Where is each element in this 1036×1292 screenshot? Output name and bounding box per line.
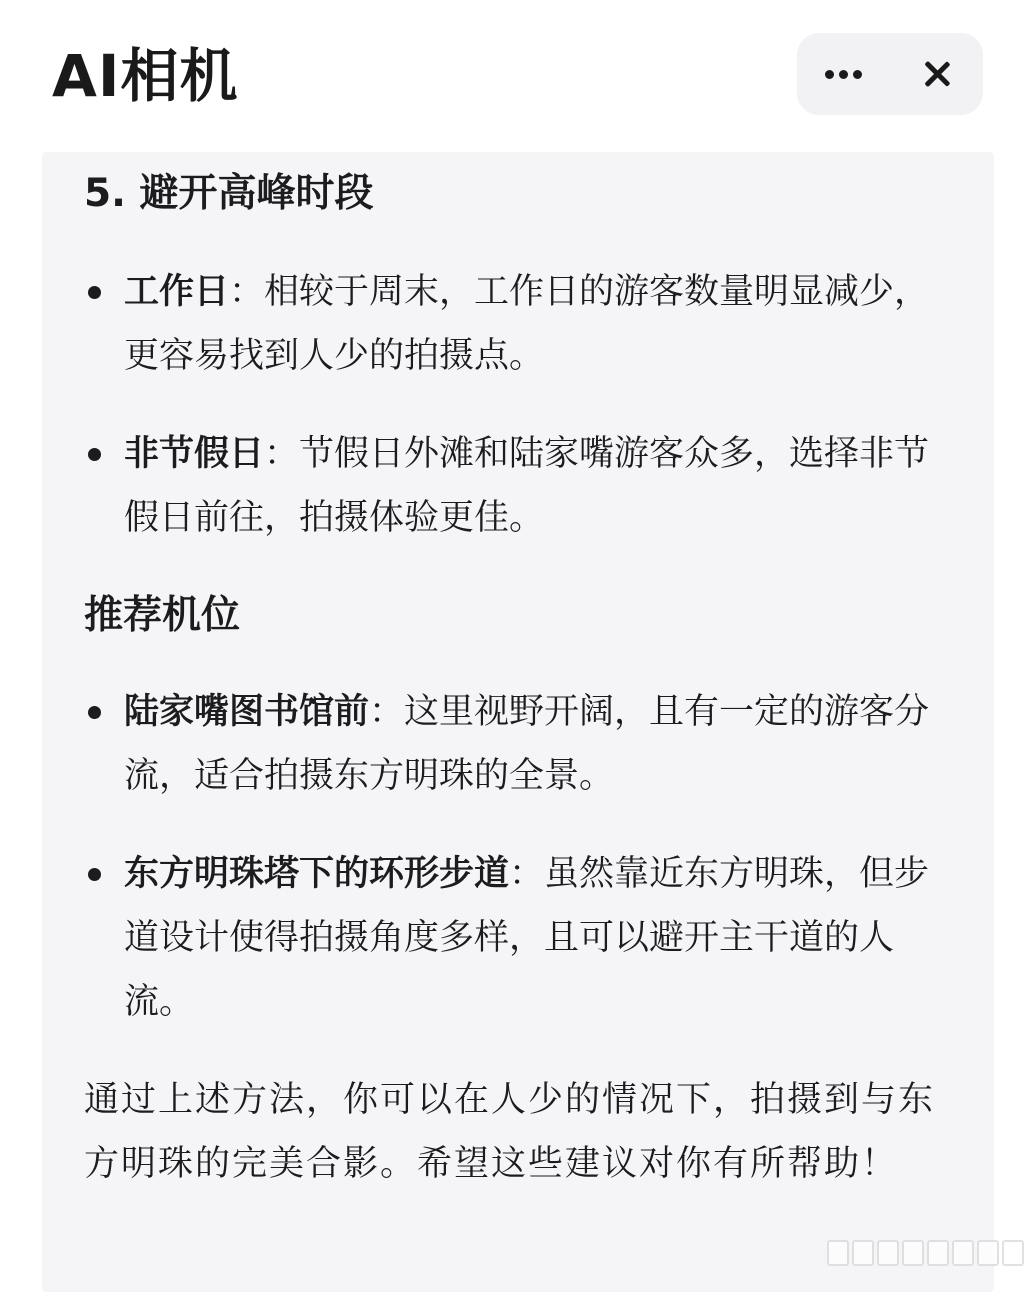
- list-item-body: 节假日外滩和陆家嘴游客众多，选择非节假日前往，拍摄体验更佳。: [124, 434, 930, 538]
- list-item-label: 陆家嘴图书馆前: [124, 692, 370, 732]
- section-heading-recommended-spots: 推荐机位: [84, 593, 241, 638]
- list-item-body: 虽然靠近东方明珠，但步道设计使得拍摄角度多样，且可以避开主干道的人流。: [124, 854, 930, 1022]
- section-heading-peak-hours: 5. 避开高峰时段: [84, 171, 374, 216]
- bullet-dot: [88, 868, 101, 881]
- bullet-dot: [88, 448, 101, 461]
- more-button[interactable]: [797, 33, 890, 115]
- app-header: [0, 0, 1036, 150]
- list-item-text: [124, 680, 954, 808]
- list-item: [84, 680, 954, 808]
- label-separator: ：: [509, 854, 545, 894]
- more-dots-icon: [825, 70, 862, 79]
- list-item-body: 这里视野开阔，且有一定的游客分流，适合拍摄东方明珠的全景。: [124, 692, 930, 796]
- list-item-text: [124, 260, 954, 388]
- list-item: [84, 422, 954, 550]
- close-button[interactable]: [890, 33, 983, 115]
- label-separator: ：: [264, 434, 300, 474]
- list-item: [84, 842, 954, 1034]
- chat-response-card: [42, 152, 994, 1292]
- close-icon: [923, 60, 951, 88]
- list-item: [84, 260, 954, 388]
- app-title: AI相机: [52, 42, 239, 110]
- bullet-dot: [88, 706, 101, 719]
- list-item-body: 相较于周末，工作日的游客数量明显减少，更容易找到人少的拍摄点。: [124, 272, 930, 376]
- list-item-text: [124, 422, 954, 550]
- label-separator: ：: [229, 272, 265, 312]
- summary-paragraph: 通过上述方法，你可以在人少的情况下，拍摄到与东方明珠的完美合影。希望这些建议对你有所帮助！: [84, 1080, 936, 1184]
- label-separator: ：: [369, 692, 405, 732]
- list-item-label: 非节假日: [124, 434, 265, 474]
- list-item-label: 东方明珠塔下的环形步道: [124, 854, 510, 894]
- list-item-text: [124, 842, 954, 1034]
- mini-program-capsule: [797, 33, 983, 115]
- list-item-label: 工作日: [124, 272, 230, 312]
- watermark: [827, 1240, 1024, 1266]
- bullet-dot: [88, 286, 101, 299]
